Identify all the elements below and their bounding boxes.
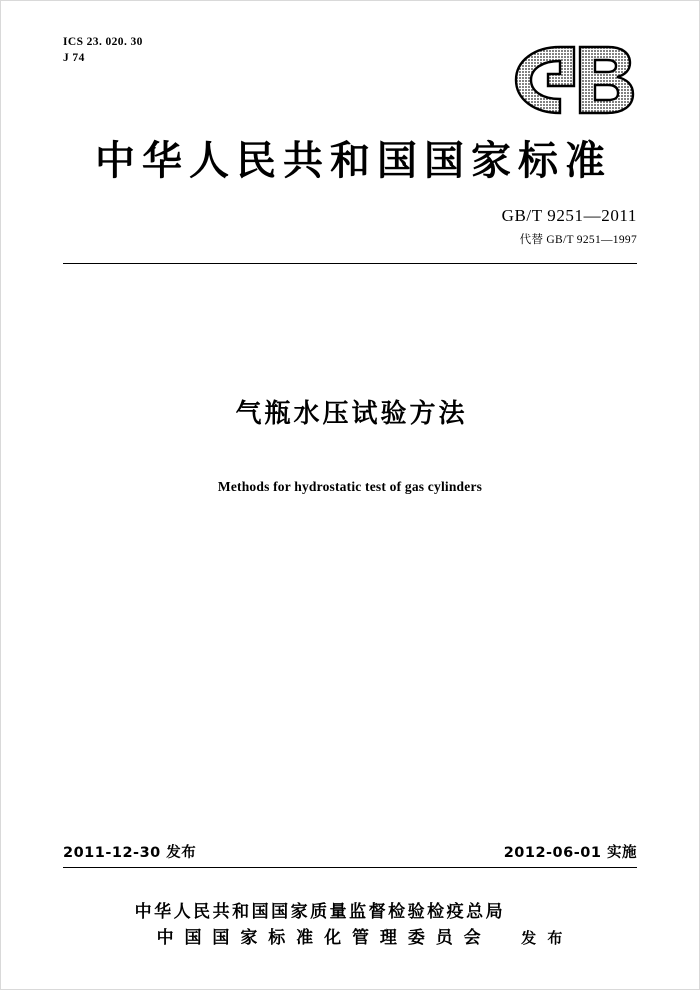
ics-classification-block [63,35,143,66]
standard-number-block [502,206,637,247]
divider-top [63,263,637,264]
ics-code: ICS 23. 020. 30 [63,36,143,48]
page-title: 气瓶水压试验方法 [235,399,468,429]
divider-bottom [63,867,637,868]
ccs-code: J 74 [63,51,85,64]
effective-date: 2012-06-01 实施 [503,845,637,861]
dates-row [63,841,637,862]
publisher-issue-label: 发 布 [521,928,566,947]
standard-replaces: 代替 GB/T 9251—1997 [519,234,637,246]
page-subtitle-english: Methods for hydrostatic test of gas cylinders [217,479,483,494]
issue-date: 2011-12-30 发布 [63,845,197,861]
publisher-line-1: 中华人民共和国国家质量监督检验检疫总局 [134,902,506,922]
national-standard-title: 中华人民共和国国家标准 [95,138,612,184]
publisher-block [1,899,699,952]
standard-number: GB/T 9251—2011 [501,206,637,225]
publisher-line-2: 中 国 国 家 标 准 化 管 理 委 员 会 [156,928,484,949]
publisher-names [135,899,506,952]
gb-emblem-icon [504,41,639,119]
